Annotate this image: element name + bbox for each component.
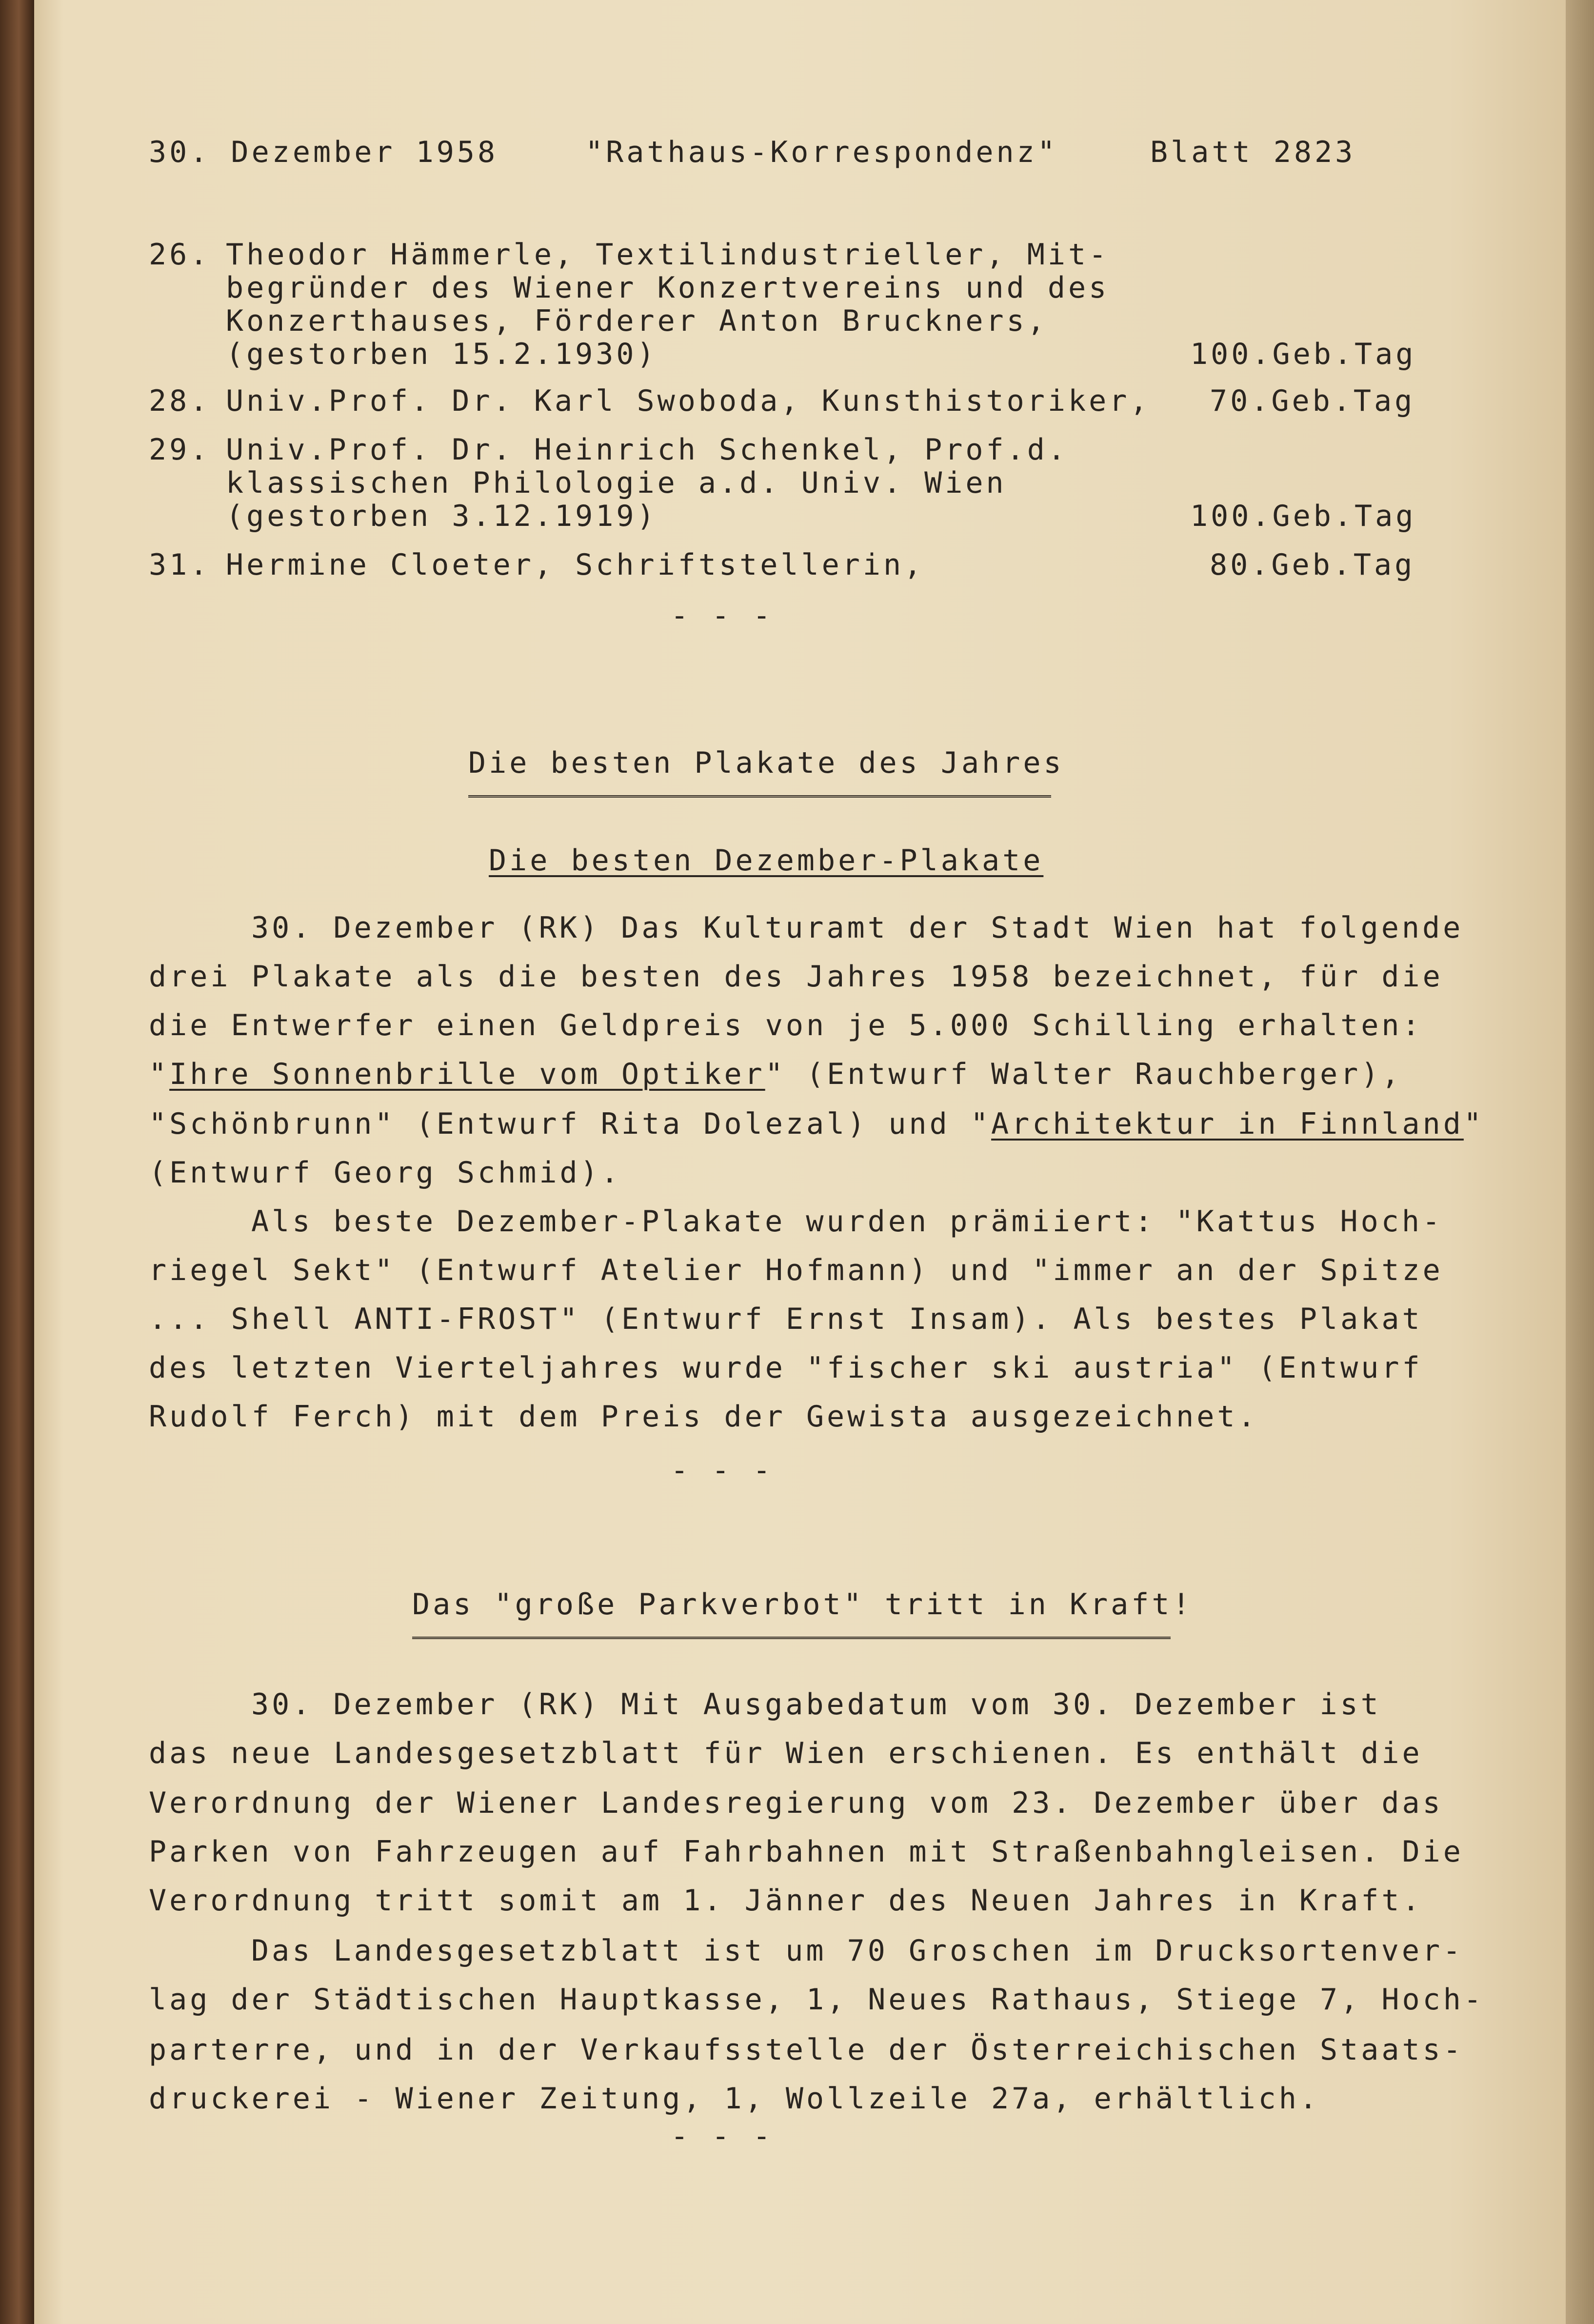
- entry-line: Theodor Hämmerle, Textilindustrieller, Mit-: [226, 238, 1110, 272]
- section-separator: - - -: [671, 599, 774, 633]
- paragraph-line: lag der Städtischen Hauptkasse, 1, Neues Rathaus, Stiege 7, Hoch-: [149, 1983, 1484, 2017]
- paragraph-line: "Schönbrunn" (Entwurf Rita Dolezal) und "Architektur in Finnland": [149, 1107, 1485, 1141]
- section-separator: - - -: [671, 1453, 774, 1487]
- paragraph-line: riegel Sekt" (Entwurf Atelier Hofmann) und "immer an der Spitze: [149, 1253, 1443, 1287]
- paragraph-line: Als beste Dezember-Plakate wurden prämiiert: "Kattus Hoch-: [251, 1204, 1443, 1239]
- line-rest: (Entwurf Walter Rauchberger),: [806, 1057, 1402, 1091]
- paragraph-line: das neue Landesgesetzblatt für Wien erschienen. Es enthält die: [149, 1736, 1423, 1770]
- entry-day: 29.: [149, 433, 211, 467]
- paragraph-line: drei Plakate als die besten des Jahres 1958 bezeichnet, für die: [149, 960, 1443, 994]
- book-binding: [0, 0, 34, 2324]
- header-publication: "Rathaus-Korrespondenz": [585, 135, 1058, 169]
- entry-line: Univ.Prof. Dr. Karl Swoboda, Kunsthistoriker,: [226, 384, 1151, 418]
- entry-line: begründer des Wiener Konzertvereins und des: [226, 271, 1110, 305]
- paragraph-line: Rudolf Ferch) mit dem Preis der Gewista ausgezeichnet.: [149, 1400, 1258, 1434]
- entry-occasion: 80.Geb.Tag: [1210, 548, 1415, 582]
- entry-line: Konzerthauses, Förderer Anton Bruckners,: [226, 304, 1048, 338]
- paragraph-line: Das Landesgesetzblatt ist um 70 Groschen im Drucksortenver-: [251, 1934, 1464, 1968]
- paragraph-line: ... Shell ANTI-FROST" (Entwurf Ernst Insam). Als bestes Plakat: [149, 1302, 1423, 1336]
- paragraph-line: des letzten Vierteljahres wurde "fischer ski austria" (Entwurf: [149, 1351, 1423, 1385]
- entry-day: 28.: [149, 384, 211, 418]
- page-edge: [1566, 0, 1594, 2324]
- poster-title-finnland: Architektur in Finnland: [991, 1107, 1464, 1141]
- poster-title-sonnenbrille: Ihre Sonnenbrille vom Optiker: [169, 1057, 765, 1091]
- paragraph-line: Parken von Fahrzeugen auf Fahrbahnen mit Straßenbahngleisen. Die: [149, 1835, 1464, 1869]
- article-title: Die besten Plakate des Jahres: [468, 746, 1064, 780]
- entry-line: (gestorben 3.12.1919): [226, 499, 658, 533]
- title-double-rule: [412, 1637, 1171, 1644]
- paragraph-line: 30. Dezember (RK) Das Kulturamt der Stadt Wien hat folgende: [251, 911, 1464, 945]
- paragraph-line: die Entwerfer einen Geldpreis von je 5.000 Schilling erhalten:: [149, 1008, 1423, 1042]
- entry-line: Univ.Prof. Dr. Heinrich Schenkel, Prof.d.: [226, 433, 1069, 467]
- article-subtitle: Die besten Dezember-Plakate: [489, 843, 1044, 878]
- paragraph-line: (Entwurf Georg Schmid).: [149, 1156, 621, 1190]
- entry-occasion: 100.Geb.Tag: [1190, 499, 1416, 533]
- header-date: 30. Dezember 1958: [149, 135, 498, 169]
- entry-day: 26.: [149, 238, 211, 272]
- entry-day: 31.: [149, 548, 211, 582]
- paragraph-line: druckerei - Wiener Zeitung, 1, Wollzeile 27a, erhältlich.: [149, 2082, 1320, 2116]
- paragraph-line: parterre, und in der Verkaufsstelle der Österreichischen Staats-: [149, 2033, 1464, 2067]
- paragraph-line: "Ihre Sonnenbrille vom Optiker" (Entwurf Walter Rauchberger),: [149, 1057, 1402, 1091]
- entry-line: (gestorben 15.2.1930): [226, 337, 658, 371]
- paragraph-line: Verordnung tritt somit am 1. Jänner des Neuen Jahres in Kraft.: [149, 1883, 1423, 1918]
- entry-line: Hermine Cloeter, Schriftstellerin,: [226, 548, 925, 582]
- title-double-rule: [468, 795, 1051, 802]
- paragraph-line: Verordnung der Wiener Landesregierung vom 23. Dezember über das: [149, 1786, 1443, 1820]
- article-title: Das "große Parkverbot" tritt in Kraft!: [412, 1587, 1193, 1622]
- entry-line: klassischen Philologie a.d. Univ. Wien: [226, 466, 1007, 500]
- paragraph-line: 30. Dezember (RK) Mit Ausgabedatum vom 30. Dezember ist: [251, 1687, 1381, 1722]
- section-separator: - - -: [671, 2119, 774, 2153]
- line-start: "Schönbrunn" (Entwurf Rita Dolezal) und: [149, 1107, 971, 1141]
- entry-occasion: 70.Geb.Tag: [1210, 384, 1415, 418]
- header-sheet: Blatt 2823: [1150, 135, 1356, 169]
- entry-occasion: 100.Geb.Tag: [1190, 337, 1416, 371]
